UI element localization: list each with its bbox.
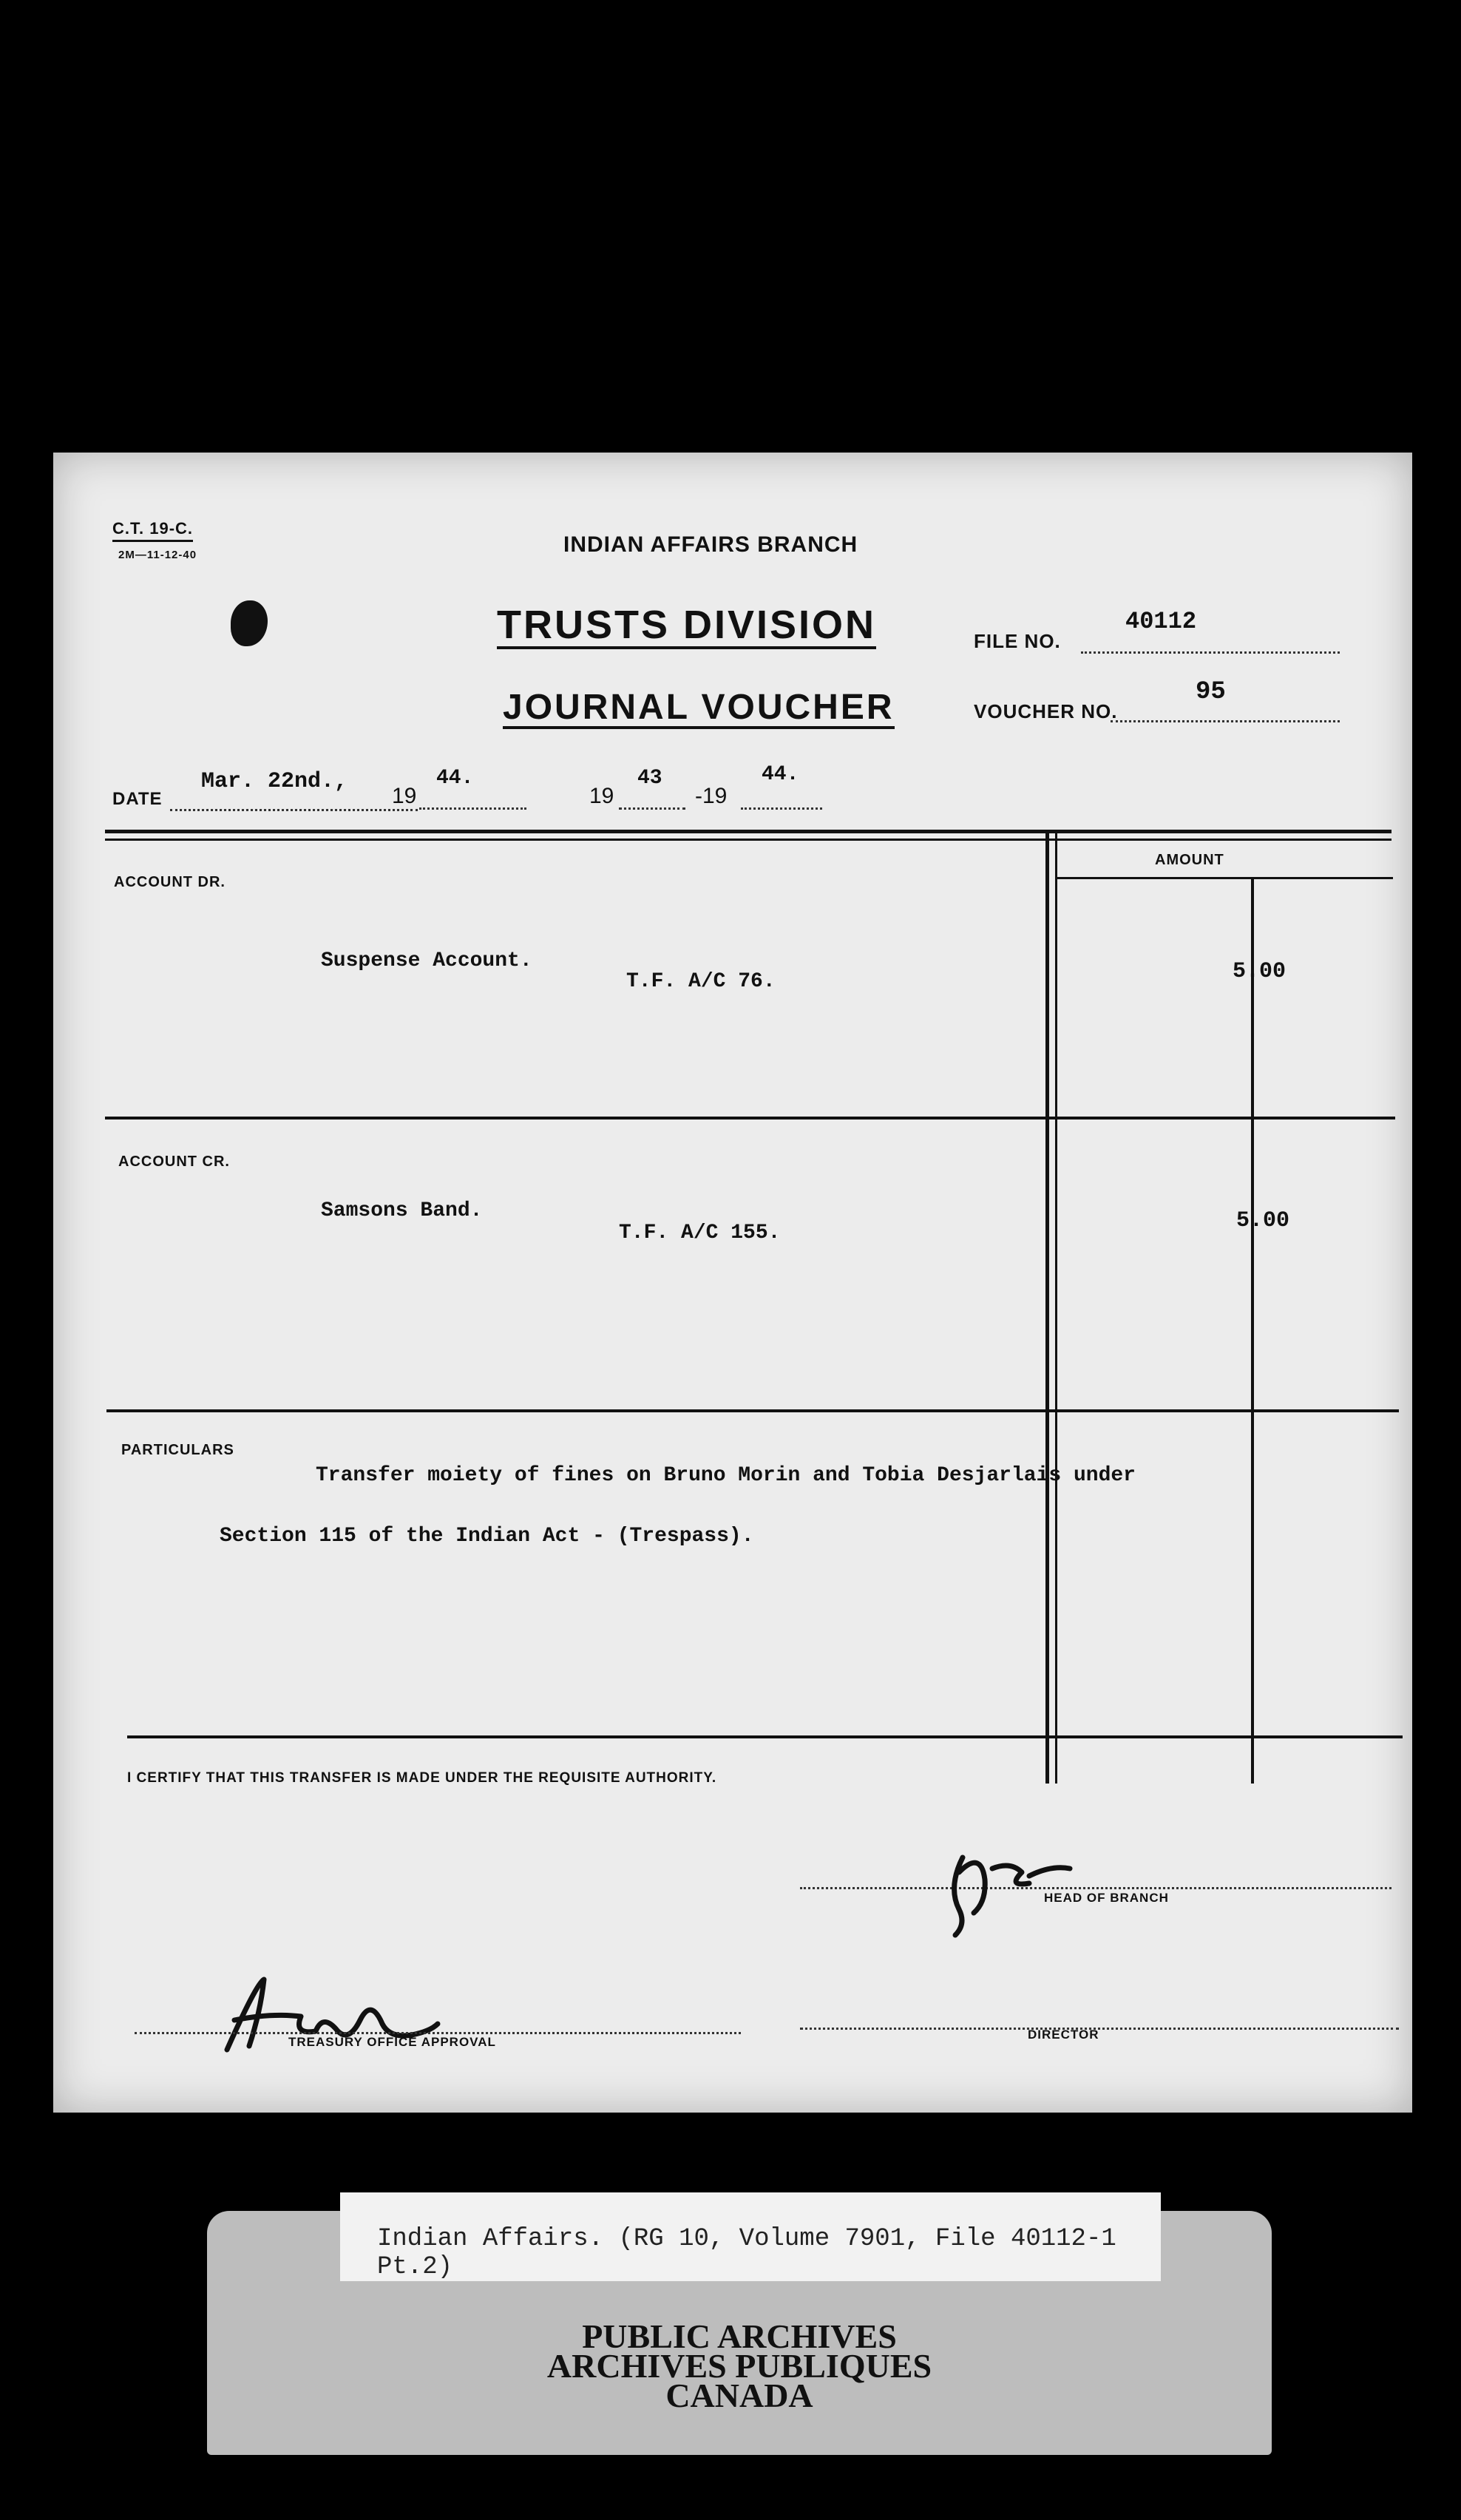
file-no-label: FILE NO.: [974, 630, 1061, 652]
print-code: 2M—11-12-40: [118, 549, 197, 561]
treasury-approval-line: [135, 2025, 741, 2034]
head-of-branch-label: HEAD OF BRANCH: [1044, 1891, 1169, 1905]
branch-title: INDIAN AFFAIRS BRANCH: [563, 532, 858, 557]
debit-reference: T.F. A/C 76.: [626, 970, 776, 993]
fiscal-year-start-field: [619, 799, 685, 810]
date-field: [170, 800, 418, 811]
top-rule: [105, 830, 1391, 833]
form-code: C.T. 19-C.: [112, 519, 193, 542]
date-year-field: [419, 799, 526, 810]
debit-label: ACCOUNT DR.: [114, 874, 226, 890]
particulars-line-2: Section 115 of the Indian Act - (Trespass).: [220, 1525, 754, 1548]
director-label: DIRECTOR: [1028, 2028, 1099, 2042]
amount-header: AMOUNT: [1155, 852, 1224, 868]
cents-column-border: [1251, 879, 1254, 1784]
voucher-no-field: [1111, 710, 1340, 722]
credit-account: Samsons Band.: [321, 1199, 483, 1222]
credit-amount: 5.00: [1236, 1208, 1290, 1233]
archive-reference: Indian Affairs. (RG 10, Volume 7901, File 40112-1 Pt.2): [377, 2225, 1116, 2281]
amount-column-left-border-thin: [1055, 833, 1057, 1784]
director-line: [800, 2020, 1399, 2030]
mid-rule: [105, 1117, 1395, 1120]
fiscal-year-century-start: 19: [589, 784, 614, 808]
top-rule-thin: [105, 839, 1391, 841]
credit-label: ACCOUNT CR.: [118, 1154, 230, 1170]
journal-voucher-form: [53, 453, 1412, 2113]
certify-text: I CERTIFY THAT THIS TRANSFER IS MADE UNDER THE REQUISITE AUTHORITY.: [127, 1770, 717, 1786]
date-year: 44.: [436, 767, 474, 790]
archive-stamp-line-2: ARCHIVES PUBLIQUES: [546, 2347, 932, 2385]
particulars-line-1: Transfer moiety of fines on Bruno Morin and Tobia Desjarlais under: [316, 1464, 1136, 1487]
debit-account: Suspense Account.: [321, 949, 532, 972]
voucher-type-title: JOURNAL VOUCHER: [503, 689, 895, 729]
file-no-value: 40112: [1125, 608, 1197, 635]
fiscal-year-end: 44.: [762, 763, 799, 786]
credit-reference: T.F. A/C 155.: [619, 1222, 781, 1244]
treasury-approval-label: TREASURY OFFICE APPROVAL: [288, 2035, 496, 2049]
head-of-branch-line: [800, 1880, 1391, 1889]
amount-header-rule: [1057, 877, 1393, 879]
archive-stamp-line-3: CANADA: [665, 2377, 813, 2414]
file-no-field: [1081, 641, 1340, 654]
voucher-no-value: 95: [1196, 678, 1226, 706]
archive-stamp-line-1: PUBLIC ARCHIVES: [582, 2317, 897, 2355]
date-label: DATE: [112, 789, 163, 809]
certify-rule: [127, 1735, 1403, 1738]
voucher-no-label: VOUCHER NO.: [974, 700, 1118, 722]
particulars-rule: [106, 1409, 1399, 1412]
fiscal-year-century-end: -19: [695, 784, 728, 808]
particulars-label: PARTICULARS: [121, 1442, 234, 1458]
date-value: Mar. 22nd.,: [201, 769, 348, 794]
archive-stamp: [499, 2317, 980, 2414]
archive-reference-label: [340, 2192, 1161, 2281]
date-century: 19: [392, 784, 417, 808]
fiscal-year-start: 43: [637, 767, 662, 790]
fiscal-year-end-field: [741, 799, 822, 810]
amount-column-left-border: [1045, 833, 1049, 1784]
debit-amount: 5.00: [1233, 959, 1287, 984]
division-title: TRUSTS DIVISION: [497, 604, 876, 649]
ink-blot: [231, 600, 268, 646]
